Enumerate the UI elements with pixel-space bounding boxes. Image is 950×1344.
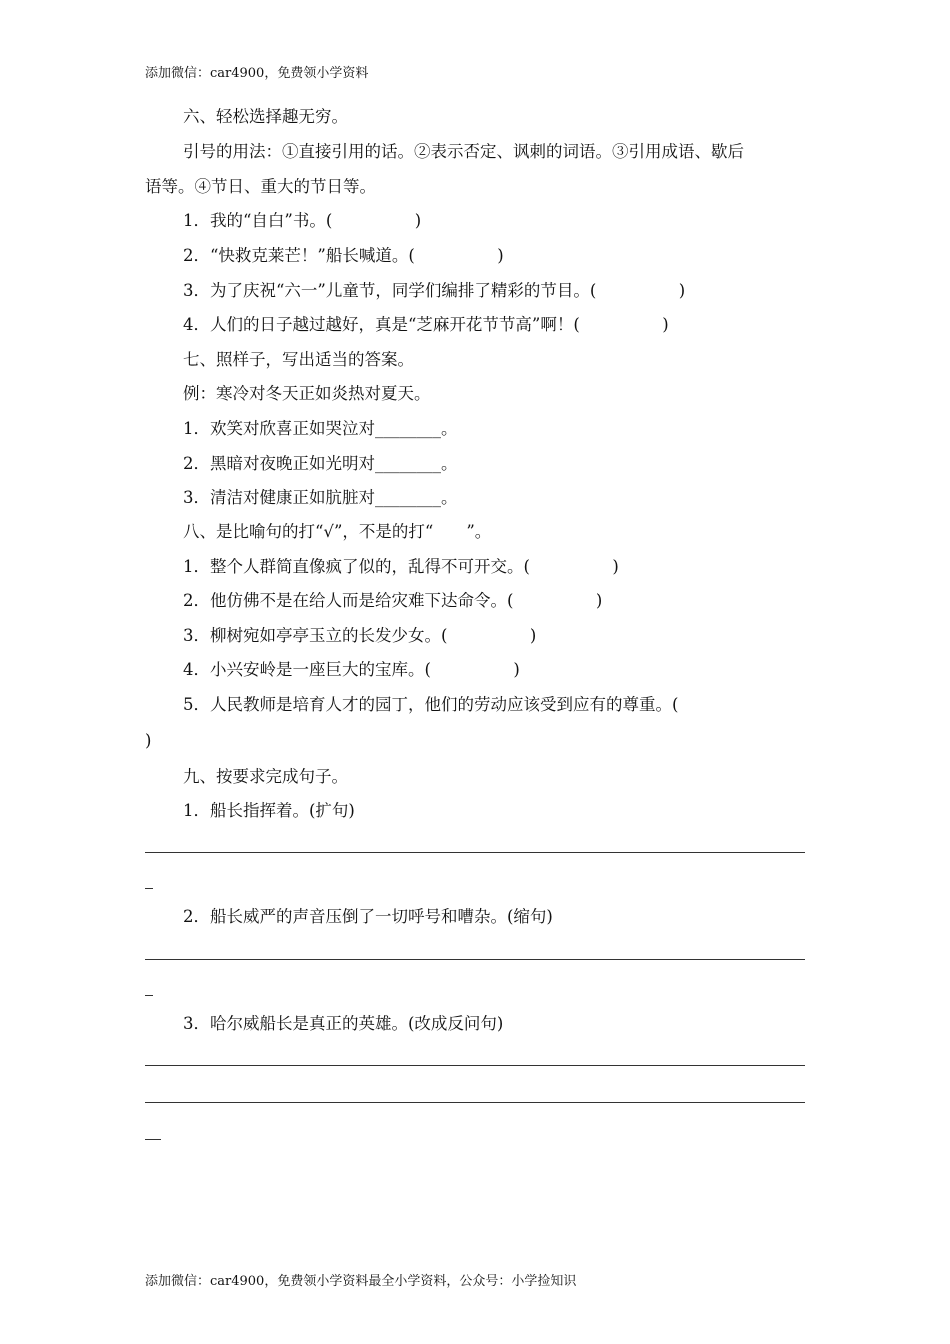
section-6-intro-line1: 引号的用法：①直接引用的话。②表示否定、讽刺的词语。③引用成语、歇后	[183, 142, 744, 161]
section-6-intro-line2: 语等。④节日、重大的节日等。	[145, 177, 376, 196]
section-6-title: 六、轻松选择趣无穷。	[183, 107, 348, 126]
section-8-question-5-line2: )	[145, 731, 152, 750]
section-6-question-2: 2．“快救克莱芒！”船长喊道。( )	[183, 246, 504, 265]
answer-line	[145, 959, 805, 960]
answer-line-stub	[145, 1139, 161, 1140]
section-9-question-3: 3．哈尔威船长是真正的英雄。(改成反问句)	[183, 1014, 504, 1033]
answer-line-stub	[145, 995, 153, 996]
answer-line	[145, 1065, 805, 1066]
section-6-question-1: 1．我的“自白”书。( )	[183, 211, 422, 230]
answer-line	[145, 852, 805, 853]
section-9-title: 九、按要求完成句子。	[183, 767, 348, 786]
section-6-question-3: 3．为了庆祝“六一”儿童节，同学们编排了精彩的节目。( )	[183, 281, 686, 300]
section-8-title: 八、是比喻句的打“√”，不是的打“ ”。	[183, 522, 492, 541]
answer-line-stub	[145, 888, 153, 889]
section-9-question-2: 2．船长威严的声音压倒了一切呼号和嘈杂。(缩句)	[183, 907, 553, 926]
section-8-question-4: 4．小兴安岭是一座巨大的宝库。( )	[183, 660, 520, 679]
section-6-question-4: 4．人们的日子越过越好，真是“芝麻开花节节高”啊！( )	[183, 315, 669, 334]
answer-line	[145, 1102, 805, 1103]
section-8-question-3: 3．柳树宛如亭亭玉立的长发少女。( )	[183, 626, 537, 645]
section-7-question-3: 3．清洁对健康正如肮脏对________。	[183, 488, 458, 507]
section-9-question-1: 1．船长指挥着。(扩句)	[183, 801, 355, 820]
section-8-question-1: 1．整个人群简直像疯了似的，乱得不可开交。( )	[183, 557, 619, 576]
section-7-question-1: 1．欢笑对欣喜正如哭泣对________。	[183, 419, 458, 438]
section-7-title: 七、照样子，写出适当的答案。	[183, 350, 414, 369]
section-8-question-5-line1: 5．人民教师是培育人才的园丁，他们的劳动应该受到应有的尊重。(	[183, 695, 679, 714]
page-header: 添加微信：car4900，免费领小学资料	[145, 66, 369, 81]
section-8-question-2: 2．他仿佛不是在给人而是给灾难下达命令。( )	[183, 591, 603, 610]
section-7-question-2: 2．黑暗对夜晚正如光明对________。	[183, 454, 458, 473]
section-7-example: 例：寒冷对冬天正如炎热对夏天。	[183, 384, 431, 403]
page-footer: 添加微信：car4900，免费领小学资料最全小学资料，公众号：小学捡知识	[145, 1274, 577, 1289]
